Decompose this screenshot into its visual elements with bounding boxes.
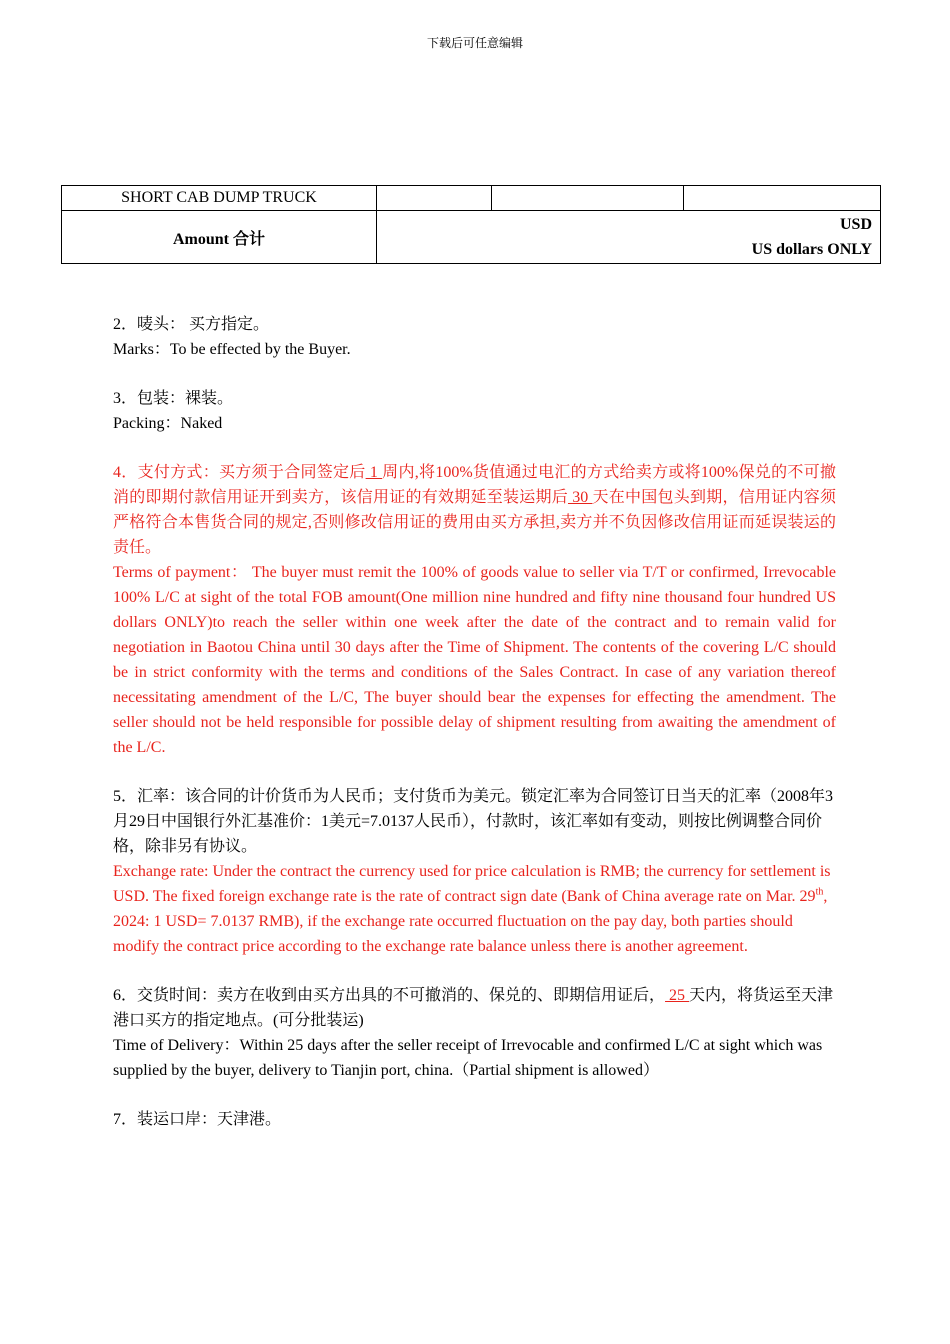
goods-table: [61, 185, 881, 264]
clause-2-zh: [113, 312, 836, 337]
clause-6-en: Time of Delivery：Within 25 days after the seller receipt of Irrevocable and confirmed L/C at sight which was supplied by the buyer, delivery to Tianjin port, china.（Partial shipment is allowed）: [113, 1037, 823, 1079]
clause-7-zh: [113, 1107, 836, 1132]
total-price-cell: [684, 186, 881, 211]
clause-6-zh-part1: 交货时间：卖方在收到由买方出具的不可撤消的、保兑的、即期信用证后，: [137, 987, 666, 1004]
delivery-days-blank: 25: [665, 987, 690, 1004]
clause-5-en-part2: , 2024: 1 USD= 7.0137 RMB), if the exchange rate occurred fluctuation on the pay day, both parties should modify the contract price according to the exchange rate balance unless there is another agreement.: [113, 888, 828, 955]
clause-7-number: 7．: [113, 1111, 138, 1128]
clause-5-zh: [113, 784, 836, 859]
clause-3-en: Packing：Naked: [113, 415, 223, 432]
amount-currency: USD: [839, 216, 872, 233]
unit-price-cell: [492, 186, 684, 211]
amount-words: US dollars ONLY: [751, 241, 872, 258]
clause-5-zh-text: 汇率：该合同的计价货币为人民币；支付货币为美元。锁定汇率为合同签订日当天的汇率（2008年3月29日中国银行外汇基准价：1美元=7.0137人民币），付款时，该汇率如有变动，则按比例调整合同价格，除非另有协议。: [113, 788, 834, 855]
clause-2-number: 2．: [113, 316, 138, 333]
clause-4-number: 4．: [113, 464, 138, 481]
clause-3-number: 3．: [113, 390, 138, 407]
clause-5-en: [113, 859, 836, 959]
clause-7-zh-text: 装运口岸：天津港。: [137, 1111, 282, 1128]
clause-6-number: 6．: [113, 987, 138, 1004]
clause-5-number: 5．: [113, 788, 138, 805]
lc-days-blank: 30: [567, 489, 593, 506]
product-row: [62, 186, 881, 211]
clause-4-zh-part2: 周内,将100%货值通过电汇的方式给卖方或将100%保兑的不可撤消的即期付款信用证开到卖方，该信用证的有效期延至装运期后: [113, 464, 836, 506]
clause-4-zh-part3: 天在中国包头到期，信用证内容须严格符合本售货合同的规定,否则修改信用证的费用由买方承担,卖方并不负因修改信用证而延误装运的责任。: [113, 489, 836, 556]
amount-row: [62, 211, 881, 264]
clause-4-zh: [113, 460, 836, 560]
clause-3-zh-text: 包装：裸装。: [137, 390, 234, 407]
amount-label-cell: Amount 合计: [62, 211, 377, 264]
payment-weeks-blank: 1: [365, 464, 383, 481]
product-name-cell: SHORT CAB DUMP TRUCK: [62, 186, 377, 211]
amount-value-cell: [377, 211, 881, 264]
contract-clauses: [113, 312, 836, 1132]
quantity-cell: [377, 186, 492, 211]
clause-2-en: Marks：To be effected by the Buyer.: [113, 341, 351, 358]
clause-4-en: Terms of payment： The buyer must remit the 100% of goods value to seller via T/T or confirmed, Irrevocable 100% L/C at sight of the total FOB amount(One million nine hundred and fifty nine thousand four hundred US dollars ONLY)to reach the seller within one week after the date of the contract and to remain valid for negotiation in Baotou China until 30 days after the Time of Shipment. The contents of the covering L/C should be in strict conformity with the terms and conditions of the Sales Contract. In case of any variation thereof necessitating amendment of the L/C, The buyer should bear the expenses for effecting the amendment. The seller should not be held responsible for possible delay of shipment resulting from awaiting the amendment of the L/C.: [113, 564, 836, 756]
page-header-note: 下载后可任意编辑: [426, 36, 523, 50]
clause-6-zh: [113, 983, 836, 1033]
clause-2-zh-text: 唛头： 买方指定。: [137, 316, 270, 333]
clause-3-zh: [113, 386, 836, 411]
clause-5-en-part1: Exchange rate: Under the contract the currency used for price calculation is RMB; the currency for settlement is USD. The fixed foreign exchange rate is the rate of contract sign date (Bank of China average rate on Mar. 29: [113, 863, 831, 905]
clause-4-zh-part1: 支付方式：买方须于合同签定后: [137, 464, 366, 481]
clause-5-en-sup: th: [815, 886, 824, 898]
clause-6-zh-part2: 天内，将货运至天津港口买方的指定地点。(可分批装运): [113, 987, 834, 1029]
